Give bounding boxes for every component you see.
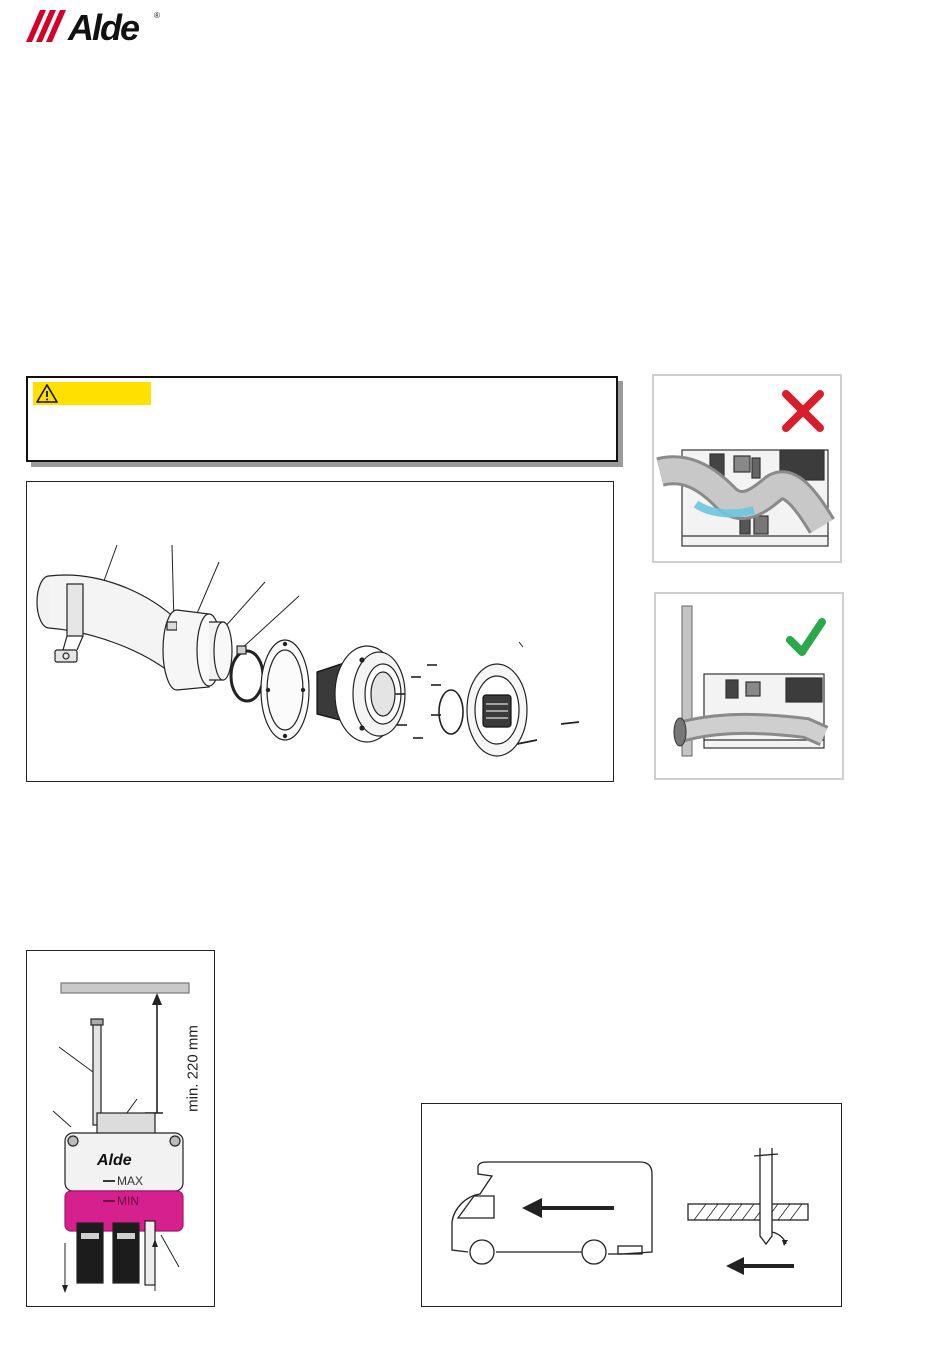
- green-check-icon: [790, 622, 822, 652]
- expansion-tank-diagram: [26, 950, 215, 1307]
- flexible-hose: [37, 575, 177, 678]
- warning-triangle-icon: [33, 382, 61, 405]
- logo-stripes: [26, 10, 66, 42]
- o-ring: [439, 690, 463, 734]
- tank-outlets: [62, 1221, 158, 1293]
- arrow-left-icon: [726, 1257, 794, 1275]
- tank-body: [65, 1113, 183, 1231]
- logo-registered-mark: ®: [154, 11, 160, 20]
- correct-installation-image: [654, 592, 844, 780]
- vent-pipe: [91, 1019, 103, 1125]
- travel-direction-diagram: [421, 1103, 842, 1307]
- dimension-arrow: [145, 993, 163, 1113]
- tank-logo: Alde: [97, 1152, 132, 1169]
- screws-group-2: [517, 722, 579, 744]
- red-cross-icon: [786, 394, 820, 428]
- warning-box: [26, 376, 618, 462]
- arrow-left-icon: [522, 1198, 614, 1218]
- logo-wordmark: Alde: [68, 7, 139, 46]
- ceiling-bar: [61, 983, 189, 993]
- alde-logo: [26, 6, 166, 46]
- adaptor-tube: [209, 622, 232, 680]
- min-label: MIN: [117, 1194, 139, 1208]
- clamp-ring: [231, 646, 263, 701]
- gasket-plate: [261, 640, 309, 740]
- flue-exploded-view: [26, 481, 614, 782]
- wrong-installation-image: [652, 374, 842, 563]
- flue-through-floor: [688, 1148, 808, 1246]
- vent-cover: [467, 664, 527, 756]
- max-label: MAX: [117, 1174, 144, 1188]
- warning-badge: [33, 382, 151, 405]
- dimension-label: min. 220 mm: [184, 1025, 202, 1112]
- flange-assembly: [317, 646, 405, 742]
- motorhome-outline: [452, 1162, 652, 1264]
